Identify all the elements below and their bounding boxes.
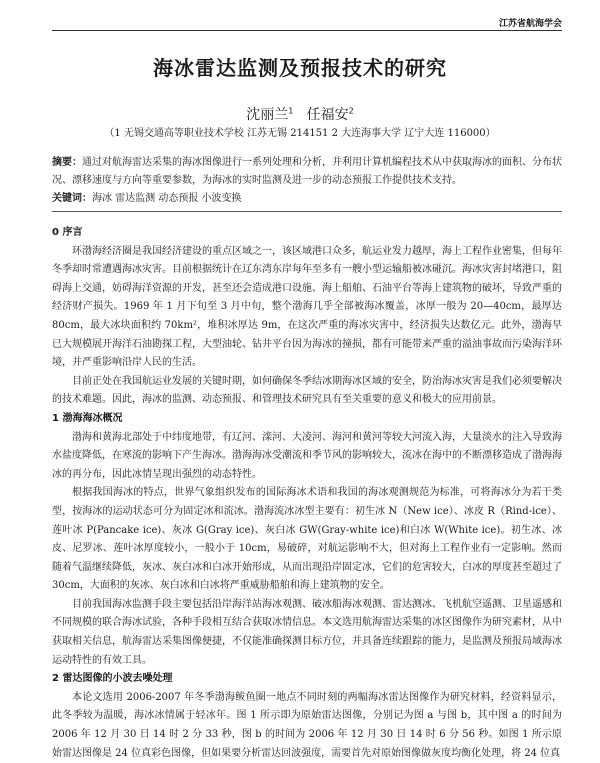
abstract xyxy=(52,154,562,190)
affiliations: （1 无锡交通高等职业技术学校 江苏无锡 214151 2 大连海事大学 辽宁大连 116000） xyxy=(104,128,496,139)
author-name: 沈丽兰 xyxy=(246,107,289,123)
author-mark: 1 xyxy=(288,106,294,116)
journal-header: 江苏省航海学会 xyxy=(498,19,562,29)
header-rule xyxy=(52,30,562,31)
keywords-text: 海冰 雷达监测 动态预报 小波变换 xyxy=(92,193,242,204)
paragraph: 目前我国海冰监测手段主要包括沿岸海洋站海冰观测、破冰船海冰观测、雷达测冰、飞机航空遥测、卫星遥感和不同规模的联合海冰试验，各种手段相互结合获取冰情信息。本文选用航海雷达采集的冰区图像作为研究素材，从中获取相关信息，航海雷达采集图像便捷，不仅能准确探测目标方位，并具备连续跟踪的能力，是监测及预报局域海冰运动特性的有效工具。 xyxy=(52,598,562,666)
section-heading: 0 序言 xyxy=(52,227,83,238)
paragraph: 本论文选用 2006-2007 年冬季渤海鲅鱼圈一地点不同时刻的两幅海冰雷达图像作为研究材料，经资料显示，此冬季较为温暖，海冰冰情属于轻冰年。图 1 所示即为原始雷达图像，分别记为图 a 与图 b，其中图 a 的时间为 2006 年 12 月 30 日 14 时 2 分 33 秒，图 b 的时间为 2006 年 12 月 30 日 14 时 6 分 56 秒。如图 1 所示原始雷达图像是 24 位真彩色图像，但如果要分析雷达回波强度，需要首先对原始图像做灰度均衡化处理，将 24 位真 xyxy=(52,691,562,759)
abstract-label: 摘要： xyxy=(52,157,82,168)
paragraph: 环渤海经济圈是我国经济建设的重点区域之一，该区域港口众多，航运业发力越厚，海上工程作业密集，但每年冬季却时常遭遇海冰灾害。目前根据统计在辽东湾东岸每年至多有一艘小型运输船被冰碰沉。海冰灾害封堵港口，阻碍海上交通，妨碍海洋资源的开发，甚至还会造成港口设施、海上船舶、石油平台等海上建筑物的破坏，导致严重的经济财产损失。1969 年 1 月下旬至 3 月中旬，整个渤海几乎全部被海冰覆盖，冰厚一般为 20—40cm，最厚达 80cm，最大冰块面积约 70km²，堆积冰厚达 9m，在这次严重的海冰灾害中，经济损失达数亿元。此外，渤海早已大规模展开海洋石油勘探工程，大型油轮、钻井平台因为海冰的撞损，都有可能带来严重的溢油事故而污染海洋环境，并严重影响沿岸人民的生活。 xyxy=(52,245,562,369)
author-mark: 2 xyxy=(348,106,354,116)
paragraph: 渤海和黄海北部处于中纬度地带，有辽河、滦河、大凌河、海河和黄河等较大河流入海，大量淡水的注入导致海水盐度降低，在寒流的影响下产生海冰。渤海海冰受潮流和季节风的影响较大，流冰在海中的不断漂移造成了渤海海冰的再分布，因此冰情呈现出强烈的动态特性。 xyxy=(52,431,562,480)
paper-title: 海冰雷达监测及预报技术的研究 xyxy=(153,56,447,80)
author-name: 任福安 xyxy=(306,107,349,123)
paragraph: 根据我国海冰的特点，世界气象组织发布的国际海冰术语和我国的海冰观测规范为标准，可将海冰分为若干类型，按海冰的运动状态可分为固定冰和流冰。渤海流冰冰型主要有：初生冰 N（New ice）、冰皮 R（Rind-ice）、莲叶冰 P(Pancake ice)、灰冰 G(Gray ice)、灰白冰 GW(Gray-white ice)和白冰 W(White ice)。初生冰、冰皮、尼罗冰、莲叶冰厚度较小，一般小于 10cm，易破碎，对航运影响不大，但对海上工程作业有一定影响。然而随着气温继续降低，灰冰、灰白冰和白冰开始形成，从而出现沿岸固定冰，它们的危害较大，白冰的厚度甚至超过了 30cm，大面积的灰冰、灰白冰和白冰将严重威胁船舶和海上建筑物的安全。 xyxy=(52,487,562,592)
section-heading: 1 渤海海冰概况 xyxy=(52,412,123,424)
paragraph: 目前正处在我国航运业发展的关键时期，如何确保冬季结冰期海冰区域的安全，防治海冰灾害是我们必须要解决的技术难题。因此，海冰的监测、动态预报、和管理技术研究具有至关重要的意义和极大的应用前景。 xyxy=(52,375,562,406)
abstract-block xyxy=(52,154,562,208)
body-text xyxy=(52,224,562,763)
keywords xyxy=(52,190,562,208)
abstract-text: 通过对航海雷达采集的海冰图像进行一系列处理和分析，并利用计算机编程技术从中获取海冰的面积、分布状况、漂移速度与方向等重要参数，为海冰的实时监测及进一步的动态预报工作提供技术支持。 xyxy=(52,157,562,186)
author-line xyxy=(0,104,600,124)
separator-rule xyxy=(52,211,562,212)
keywords-label: 关键词： xyxy=(52,193,92,204)
section-heading: 2 雷达图像的小波去噪处理 xyxy=(52,673,173,685)
